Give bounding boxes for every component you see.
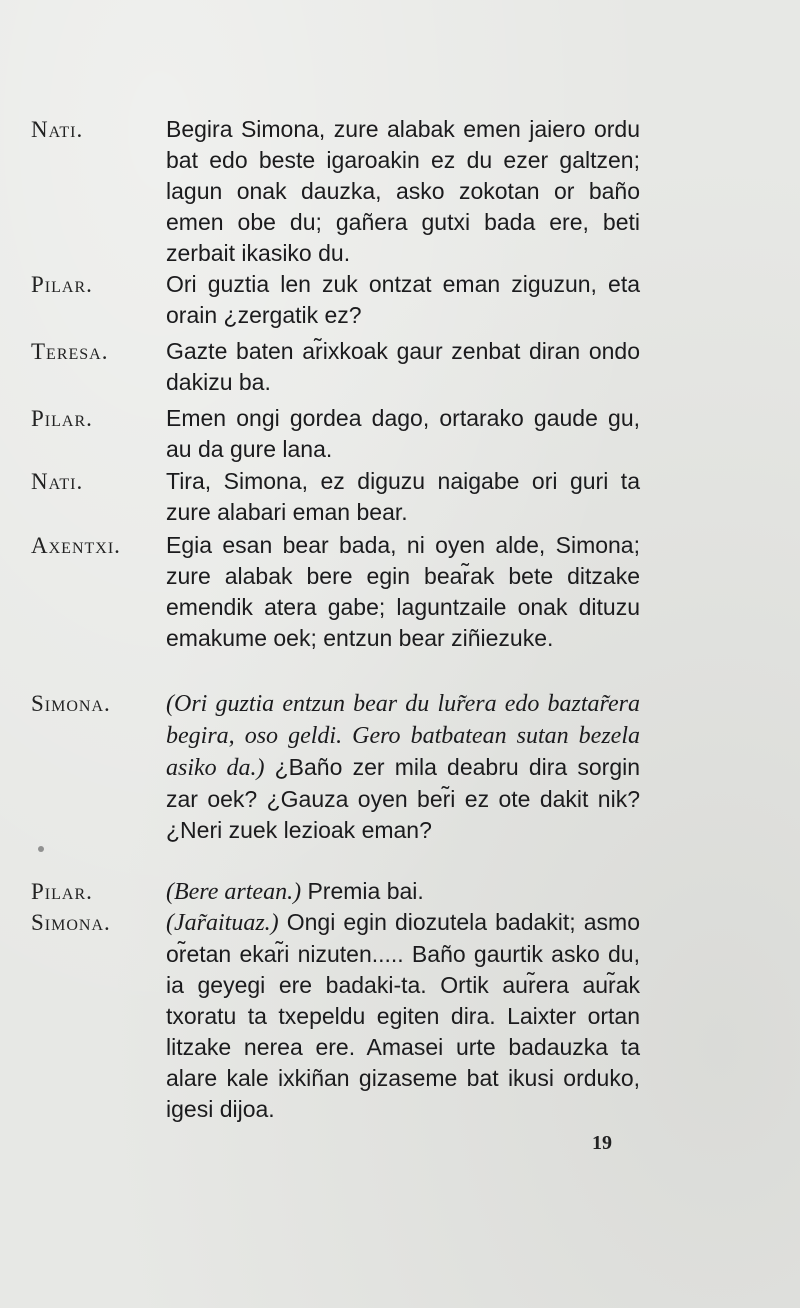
speaker-name: Teresa. [31,339,109,364]
speech-text: Begira Simona, zure alabak emen jaiero ordu bat edo beste igaroakin ez du ezer galtzen; lagun onak dauzka, asko zokotan or baño emen obe du; gañera gutxi bada ere, beti zerbait ikasiko du. [166,116,640,266]
speech-content: ¿Baño zer mila deabru dira sorgin zar oek? ¿Gauza oyen ber̃i ez ote dakit nik? ¿Neri zuek lezioak eman? [166,754,641,843]
ink-speck [38,846,44,852]
speaker-name: Simona. [31,691,111,716]
speech-text: Ori guztia len zuk ontzat eman ziguzun, eta orain ¿zergatik ez? [166,271,640,328]
page-number: 19 [592,1132,612,1154]
speaker-name: Nati. [31,469,84,494]
speech-text: Gazte baten ar̃ixkoak gaur zenbat diran ondo dakizu ba. [166,338,640,395]
speech-text [166,876,640,908]
speaker-name: Nati. [31,117,84,142]
speech-content: Premia bai. [301,878,424,904]
speech-text: Egia esan bear bada, ni oyen alde, Simona; zure alabak bere egin bear̃ak bete ditzake emendik atera gabe; laguntzaile onak dituzu emakume oek; entzun bear ziñiezuke. [166,532,640,651]
speech-text: Emen ongi gordea dago, ortarako gaude gu, au da gure lana. [166,405,640,462]
stage-direction: (Ori guztia entzun bear du lur̃era edo baztar̃era begira, oso geldi. Gero batbatean sutan bezela asiko da.) [166,691,640,781]
speech-text [166,688,640,846]
stage-direction: (Jar̃aituaz.) [166,910,279,936]
stage-direction: (Bere artean.) [166,879,302,905]
speech-text: Tira, Simona, ez diguzu naigabe ori guri ta zure alabari eman bear. [166,468,640,525]
speaker-name: Simona. [31,910,111,935]
speaker-name: Pilar. [31,406,93,431]
speech-text [166,907,640,1125]
speaker-name: Axentxi. [31,533,121,558]
speaker-name: Pilar. [31,272,93,297]
speaker-name: Pilar. [31,879,93,904]
speech-content: Ongi egin diozutela badakit; asmo or̃etan ekar̃i nizuten..... Baño gaurtik asko du, ia geyegi ere badaki-ta. Ortik aur̃era aur̃ak txoratu ta txepeldu egiten dira. Laixter ortan litzake nerea ere. Amasei urte badauzka ta alare kale ixkiñan gizaseme bat ikusi orduko, igesi dijoa. [166,909,640,1122]
